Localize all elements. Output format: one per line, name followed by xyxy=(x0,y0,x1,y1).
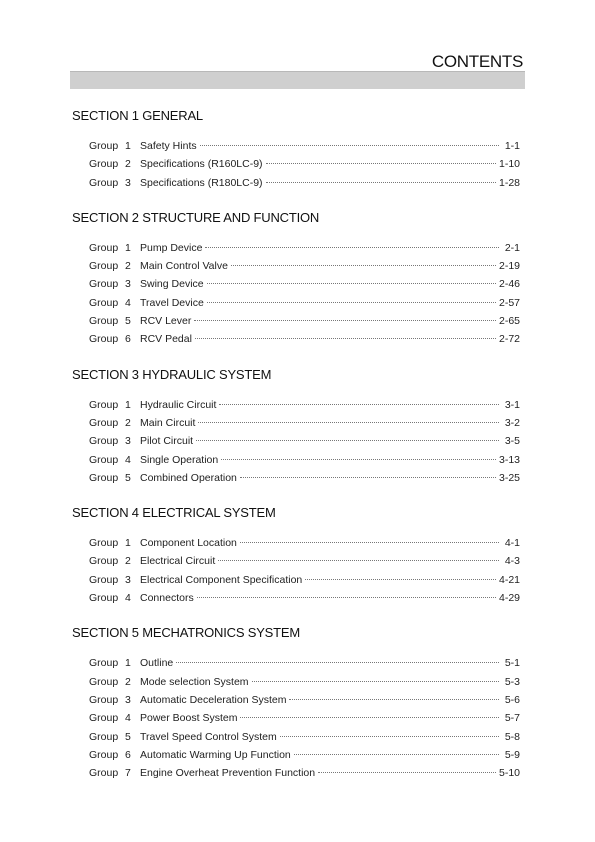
group-label: Group xyxy=(89,712,119,725)
group-number: 1 xyxy=(125,241,131,254)
dot-leader xyxy=(205,247,499,248)
entry-title: Combined Operation xyxy=(140,471,237,484)
page-number: 4-21 xyxy=(498,573,520,586)
group-number: 3 xyxy=(125,693,131,706)
entry-title: Outline xyxy=(140,657,174,670)
group-label: Group xyxy=(89,675,119,688)
entry-title: Specifications (R160LC-9) xyxy=(140,158,263,171)
dot-leader xyxy=(289,699,499,700)
entry-title: Swing Device xyxy=(140,278,204,291)
page-number: 3-1 xyxy=(504,398,520,411)
group-label: Group xyxy=(89,296,119,309)
group-label: Group xyxy=(89,693,119,706)
toc-section xyxy=(72,625,520,782)
group-number: 2 xyxy=(125,675,131,688)
section-title: SECTION 5 MECHATRONICS SYSTEM xyxy=(72,625,300,641)
group-number: 3 xyxy=(125,176,131,189)
toc-entry[interactable] xyxy=(89,709,520,727)
dot-leader xyxy=(200,145,499,146)
group-label: Group xyxy=(89,573,119,586)
page-number: 1-28 xyxy=(498,176,520,189)
dot-leader xyxy=(197,597,496,598)
toc-entry[interactable] xyxy=(89,414,520,432)
section-title: SECTION 3 HYDRAULIC SYSTEM xyxy=(72,366,272,382)
entry-title: Travel Speed Control System xyxy=(140,730,277,743)
page-number: 5-9 xyxy=(504,748,520,761)
group-number: 1 xyxy=(125,537,131,550)
group-label: Group xyxy=(89,176,119,189)
section-title: SECTION 1 GENERAL xyxy=(72,108,203,123)
group-label: Group xyxy=(89,592,119,605)
dot-leader xyxy=(195,338,496,339)
entry-title: Automatic Warming Up Function xyxy=(140,748,291,761)
page-number: 1-1 xyxy=(504,140,520,152)
entry-title: Mode selection System xyxy=(140,675,249,688)
dot-leader xyxy=(196,440,499,441)
dot-leader xyxy=(240,717,499,718)
toc-entry[interactable] xyxy=(89,728,520,746)
toc-entry[interactable] xyxy=(89,673,520,691)
group-number: 1 xyxy=(125,657,131,670)
group-number: 7 xyxy=(125,767,131,780)
group-label: Group xyxy=(89,260,119,273)
page-number: 5-10 xyxy=(498,767,520,780)
group-label: Group xyxy=(89,767,119,780)
group-number: 2 xyxy=(125,555,131,568)
group-number: 2 xyxy=(125,158,131,171)
page-number: 5-7 xyxy=(504,712,520,725)
group-number: 3 xyxy=(125,435,131,448)
toc-entry[interactable] xyxy=(89,571,520,589)
entry-title: Automatic Deceleration System xyxy=(140,693,287,706)
toc-entry[interactable] xyxy=(89,257,520,275)
toc-section xyxy=(72,367,520,487)
group-number: 2 xyxy=(125,260,131,273)
dot-leader xyxy=(218,560,499,561)
page-title: CONTENTS xyxy=(431,52,523,71)
dot-leader xyxy=(207,283,496,284)
toc-entry[interactable] xyxy=(89,589,520,607)
group-number: 5 xyxy=(125,315,131,328)
group-number: 1 xyxy=(125,140,131,152)
page-number: 3-13 xyxy=(498,453,520,466)
page-number: 4-3 xyxy=(504,555,520,568)
group-number: 4 xyxy=(125,296,131,309)
dot-leader xyxy=(318,772,496,773)
toc-entry[interactable] xyxy=(89,312,520,330)
group-label: Group xyxy=(89,748,119,761)
toc-entry[interactable] xyxy=(89,552,520,570)
page-number: 3-25 xyxy=(498,471,520,484)
group-label: Group xyxy=(89,315,119,328)
entry-title: Engine Overheat Prevention Function xyxy=(140,767,316,780)
page-number: 2-65 xyxy=(498,315,520,328)
entry-title: Power Boost System xyxy=(140,712,238,725)
toc-section xyxy=(72,210,520,349)
entry-title: Electrical Component Specification xyxy=(140,573,303,586)
entry-title: Specifications (R180LC-9) xyxy=(140,176,263,189)
group-label: Group xyxy=(89,435,119,448)
toc-entry[interactable] xyxy=(89,396,520,414)
dot-leader xyxy=(221,459,496,460)
page-number: 4-1 xyxy=(504,537,520,550)
group-label: Group xyxy=(89,416,119,429)
page-number: 2-57 xyxy=(498,296,520,309)
entry-title: Single Operation xyxy=(140,453,219,466)
group-number: 4 xyxy=(125,453,131,466)
toc-entry[interactable] xyxy=(89,330,520,348)
toc-entry[interactable] xyxy=(89,174,520,192)
toc-entry[interactable] xyxy=(89,764,520,782)
dot-leader xyxy=(240,542,499,543)
page-number: 1-10 xyxy=(498,158,520,171)
group-label: Group xyxy=(89,398,119,411)
dot-leader xyxy=(207,302,496,303)
dot-leader xyxy=(240,477,496,478)
dot-leader xyxy=(219,404,499,405)
entry-title: Pilot Circuit xyxy=(140,435,194,448)
entry-title: RCV Lever xyxy=(140,315,192,328)
entry-title: Component Location xyxy=(140,537,237,550)
entry-title: Main Circuit xyxy=(140,416,196,429)
group-number: 5 xyxy=(125,730,131,743)
group-label: Group xyxy=(89,140,119,152)
page-number: 2-19 xyxy=(498,260,520,273)
page-number: 5-6 xyxy=(504,693,520,706)
group-number: 6 xyxy=(125,333,131,346)
group-label: Group xyxy=(89,158,119,171)
entry-title: Pump Device xyxy=(140,241,203,254)
group-number: 1 xyxy=(125,398,131,411)
page-number: 3-2 xyxy=(504,416,520,429)
group-number: 4 xyxy=(125,712,131,725)
dot-leader xyxy=(280,736,499,737)
toc-entry[interactable] xyxy=(89,451,520,469)
group-label: Group xyxy=(89,453,119,466)
page-number: 5-8 xyxy=(504,730,520,743)
page-number: 5-3 xyxy=(504,675,520,688)
group-number: 6 xyxy=(125,748,131,761)
page-number: 2-72 xyxy=(498,333,520,346)
toc-entry[interactable] xyxy=(89,654,520,672)
toc-section xyxy=(72,108,520,192)
entry-title: RCV Pedal xyxy=(140,333,192,346)
group-label: Group xyxy=(89,537,119,550)
group-label: Group xyxy=(89,333,119,346)
entry-title: Hydraulic Circuit xyxy=(140,398,217,411)
page-number: 2-1 xyxy=(504,241,520,254)
toc-section xyxy=(72,505,520,607)
group-number: 3 xyxy=(125,573,131,586)
title-bar xyxy=(70,71,525,89)
group-label: Group xyxy=(89,730,119,743)
dot-leader xyxy=(305,579,496,580)
dot-leader xyxy=(294,754,499,755)
toc-entry[interactable] xyxy=(89,432,520,450)
toc-entry[interactable] xyxy=(89,239,520,257)
toc-entry[interactable] xyxy=(89,155,520,173)
dot-leader xyxy=(198,422,499,423)
dot-leader xyxy=(231,265,496,266)
entry-title: Main Control Valve xyxy=(140,260,228,273)
section-title: SECTION 2 STRUCTURE AND FUNCTION xyxy=(72,209,320,225)
group-label: Group xyxy=(89,555,119,568)
contents-list xyxy=(72,108,520,800)
dot-leader xyxy=(266,182,496,183)
entry-title: Connectors xyxy=(140,592,194,605)
entry-title: Electrical Circuit xyxy=(140,555,216,568)
dot-leader xyxy=(176,662,499,663)
page-number: 4-29 xyxy=(498,592,520,605)
entry-title: Travel Device xyxy=(140,296,204,309)
group-label: Group xyxy=(89,471,119,484)
group-label: Group xyxy=(89,278,119,291)
group-number: 4 xyxy=(125,592,131,605)
group-number: 2 xyxy=(125,416,131,429)
dot-leader xyxy=(266,163,496,164)
page-number: 5-1 xyxy=(504,657,520,670)
page-number: 2-46 xyxy=(498,278,520,291)
toc-entry[interactable] xyxy=(89,275,520,293)
page-number: 3-5 xyxy=(504,435,520,448)
toc-entry[interactable] xyxy=(89,691,520,709)
group-number: 5 xyxy=(125,471,131,484)
toc-entry[interactable] xyxy=(89,534,520,552)
group-label: Group xyxy=(89,241,119,254)
entry-title: Safety Hints xyxy=(140,140,197,152)
toc-entry[interactable] xyxy=(89,137,520,155)
group-number: 3 xyxy=(125,278,131,291)
dot-leader xyxy=(194,320,496,321)
group-label: Group xyxy=(89,657,119,670)
dot-leader xyxy=(252,681,499,682)
toc-entry[interactable] xyxy=(89,294,520,312)
toc-entry[interactable] xyxy=(89,469,520,487)
section-title: SECTION 4 ELECTRICAL SYSTEM xyxy=(72,505,276,521)
toc-entry[interactable] xyxy=(89,746,520,764)
